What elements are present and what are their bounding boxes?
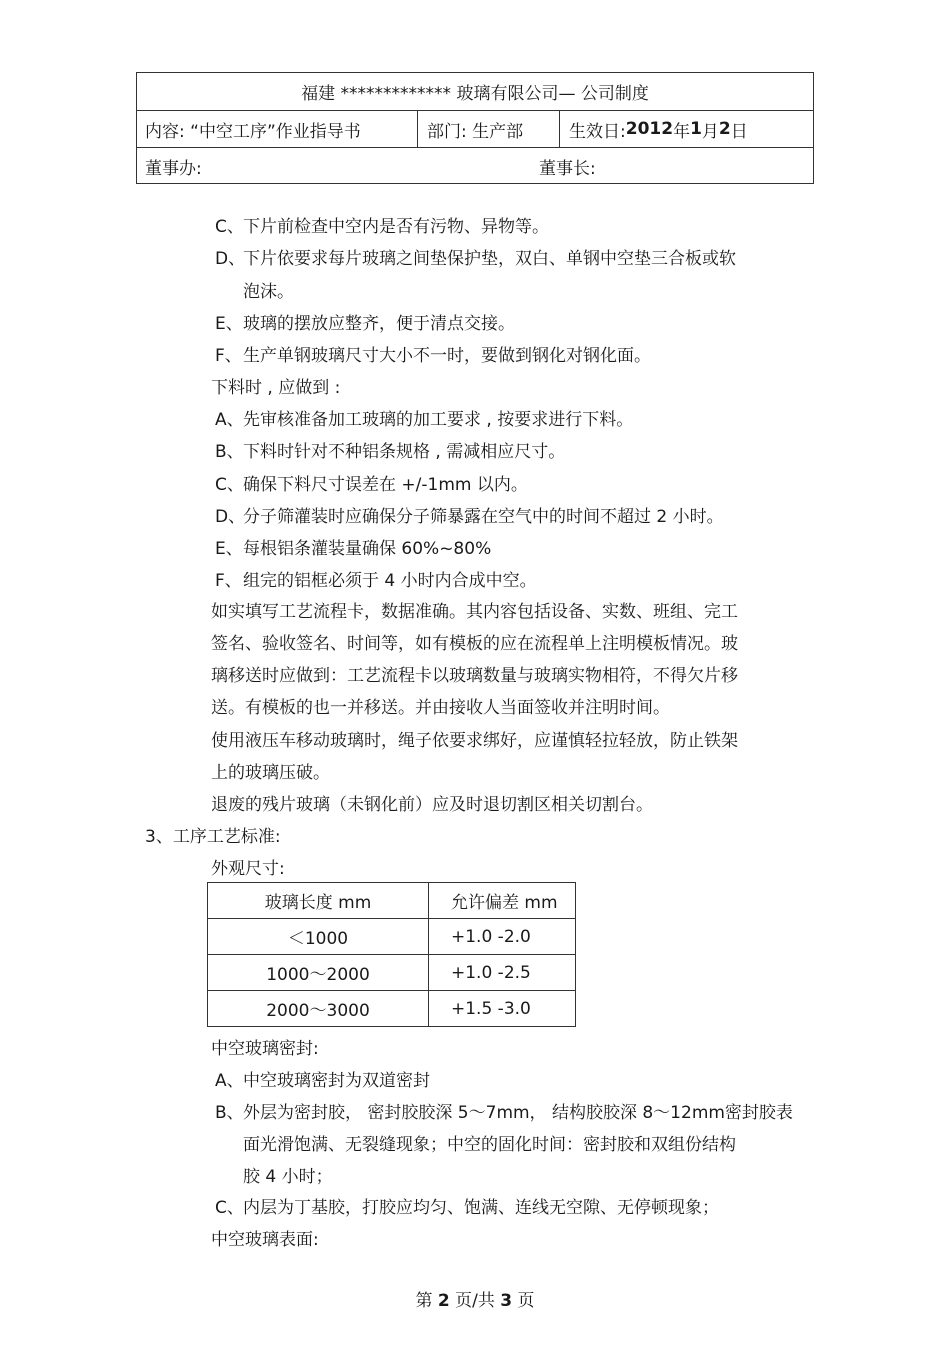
list-text: 先审核准备加工玻璃的加工要求 , 按要求进行下料。 (243, 410, 634, 430)
list-text: 组完的铝框必须于 4 小时内合成中空。 (243, 571, 537, 591)
list-item (215, 506, 724, 528)
list-item (215, 216, 549, 238)
list-marker: A、 (215, 1071, 244, 1091)
list-item (215, 313, 515, 335)
paragraph-line: 璃移送时应做到：工艺流程卡以玻璃数量与玻璃实物相符，不得欠片移 (211, 666, 738, 686)
footer-suffix: 页 (512, 1291, 535, 1311)
table-row (208, 919, 576, 955)
list-marker: B、 (215, 1103, 244, 1123)
current-page-number: 2 (437, 1291, 450, 1311)
table-cell-tolerance: +1.0 -2.0 (429, 919, 576, 955)
paragraph-line: 上的玻璃压破。 (211, 763, 330, 783)
list-text: 下片依要求每片玻璃之间垫保护垫，双白、单钢中空垫三合板或软 (243, 249, 736, 269)
table-row (208, 991, 576, 1027)
list-item (215, 248, 736, 270)
list-item (215, 474, 528, 496)
list-marker: C、 (215, 475, 244, 495)
header-divider (417, 111, 418, 147)
table-header-length: 玻璃长度 mm (208, 883, 429, 919)
header-row-info (137, 111, 813, 148)
board-office-label: 董事办: (145, 158, 202, 179)
paragraph-line: 签名、验收签名、时间等，如有模板的应在流程单上注明模板情况。玻 (211, 634, 738, 654)
list-marker: F、 (215, 571, 242, 591)
content-label: 内容: “中空工序”作业指导书 (145, 121, 361, 142)
section-heading: 3、工序工艺标准: (145, 827, 281, 847)
list-text-continuation: 泡沫。 (243, 282, 294, 302)
list-item (215, 1197, 719, 1219)
list-item (215, 409, 633, 431)
list-marker: E、 (215, 314, 243, 334)
list-text-continuation: 面光滑饱满、无裂缝现象；中空的固化时间：密封胶和双组份结构 (243, 1135, 736, 1155)
paragraph-line: 使用液压车移动玻璃时，绳子依要求绑好，应谨慎轻拉轻放，防止铁架 (211, 731, 738, 751)
effective-date-prefix: 生效日: (569, 121, 626, 142)
department-label: 部门: 生产部 (427, 121, 524, 142)
list-marker: E、 (215, 539, 243, 559)
list-marker: D、 (215, 507, 246, 527)
table-cell-length: 1000～2000 (208, 955, 429, 991)
table-cell-tolerance: +1.0 -2.5 (429, 955, 576, 991)
page-footer (0, 1286, 950, 1311)
header-row-signatures (137, 148, 813, 184)
list-item (215, 1070, 430, 1092)
header-row-company (137, 73, 813, 111)
subsection-title: 外观尺寸: (211, 859, 285, 879)
list-marker: F、 (215, 346, 242, 366)
list-text: 每根铝条灌装量确保 60%~80% (243, 539, 492, 559)
chairman-label: 董事长: (539, 158, 596, 179)
table-row (208, 955, 576, 991)
footer-middle: 页/共 (449, 1291, 501, 1311)
list-text: 外层为密封胶， 密封胶胶深 5～7mm， 结构胶胶深 8～12mm密封胶表 (243, 1103, 793, 1123)
list-marker: C、 (215, 1198, 244, 1218)
list-item (215, 345, 651, 367)
list-item (215, 1102, 793, 1124)
list-text: 分子筛灌装时应确保分子筛暴露在空气中的时间不超过 2 小时。 (243, 507, 724, 527)
list-text-continuation: 胶 4 小时； (243, 1167, 333, 1187)
table-cell-length: 2000～3000 (208, 991, 429, 1027)
header-table (136, 72, 814, 184)
header-divider (559, 111, 560, 147)
paragraph-line: 送。有模板的也一并移送。并由接收人当面签收并注明时间。 (211, 698, 670, 718)
effective-date (569, 111, 748, 147)
total-page-count: 3 (500, 1291, 513, 1311)
paragraph-line: 退废的残片玻璃（未钢化前）应及时退切割区相关切割台。 (211, 795, 653, 815)
subsection-title: 中空玻璃表面: (211, 1230, 319, 1250)
list-marker: C、 (215, 217, 244, 237)
list-marker: D、 (215, 249, 246, 269)
table-header-tolerance: 允许偏差 mm (429, 883, 576, 919)
list-marker: A、 (215, 410, 244, 430)
list-item (215, 441, 565, 463)
table-cell-tolerance: +1.5 -3.0 (429, 991, 576, 1027)
effective-day-unit: 日 (730, 121, 748, 142)
effective-month: 1 (690, 119, 702, 139)
effective-day: 2 (718, 119, 731, 139)
company-title: 福建 ************* 玻璃有限公司— 公司制度 (301, 84, 649, 104)
table-cell-length: ＜1000 (208, 919, 429, 955)
footer-prefix: 第 (415, 1291, 438, 1311)
list-marker: B、 (215, 442, 244, 462)
list-text: 下料时针对不种铝条规格 , 需减相应尺寸。 (243, 442, 566, 462)
effective-year-unit: 年 (673, 121, 691, 142)
list-text: 玻璃的摆放应整齐，便于清点交接。 (243, 314, 515, 334)
list-item (215, 570, 537, 592)
table-header-row (208, 883, 576, 919)
paragraph: 下料时 , 应做到 : (211, 378, 341, 398)
subsection-title: 中空玻璃密封: (211, 1039, 319, 1059)
paragraph-line: 如实填写工艺流程卡，数据准确。其内容包括设备、实数、班组、完工 (211, 602, 738, 622)
list-text: 内层为丁基胶，打胶应均匀、饱满、连线无空隙、无停顿现象； (243, 1198, 719, 1218)
list-text: 中空玻璃密封为双道密封 (243, 1071, 430, 1091)
effective-month-unit: 月 (701, 121, 719, 142)
effective-year: 2012 (625, 119, 674, 139)
list-text: 生产单钢玻璃尺寸大小不一时，要做到钢化对钢化面。 (243, 346, 651, 366)
list-text: 确保下料尺寸误差在 +/-1mm 以内。 (243, 475, 528, 495)
dimension-tolerance-table (207, 882, 576, 1027)
list-text: 下片前检查中空内是否有污物、异物等。 (243, 217, 549, 237)
list-item (215, 538, 491, 560)
